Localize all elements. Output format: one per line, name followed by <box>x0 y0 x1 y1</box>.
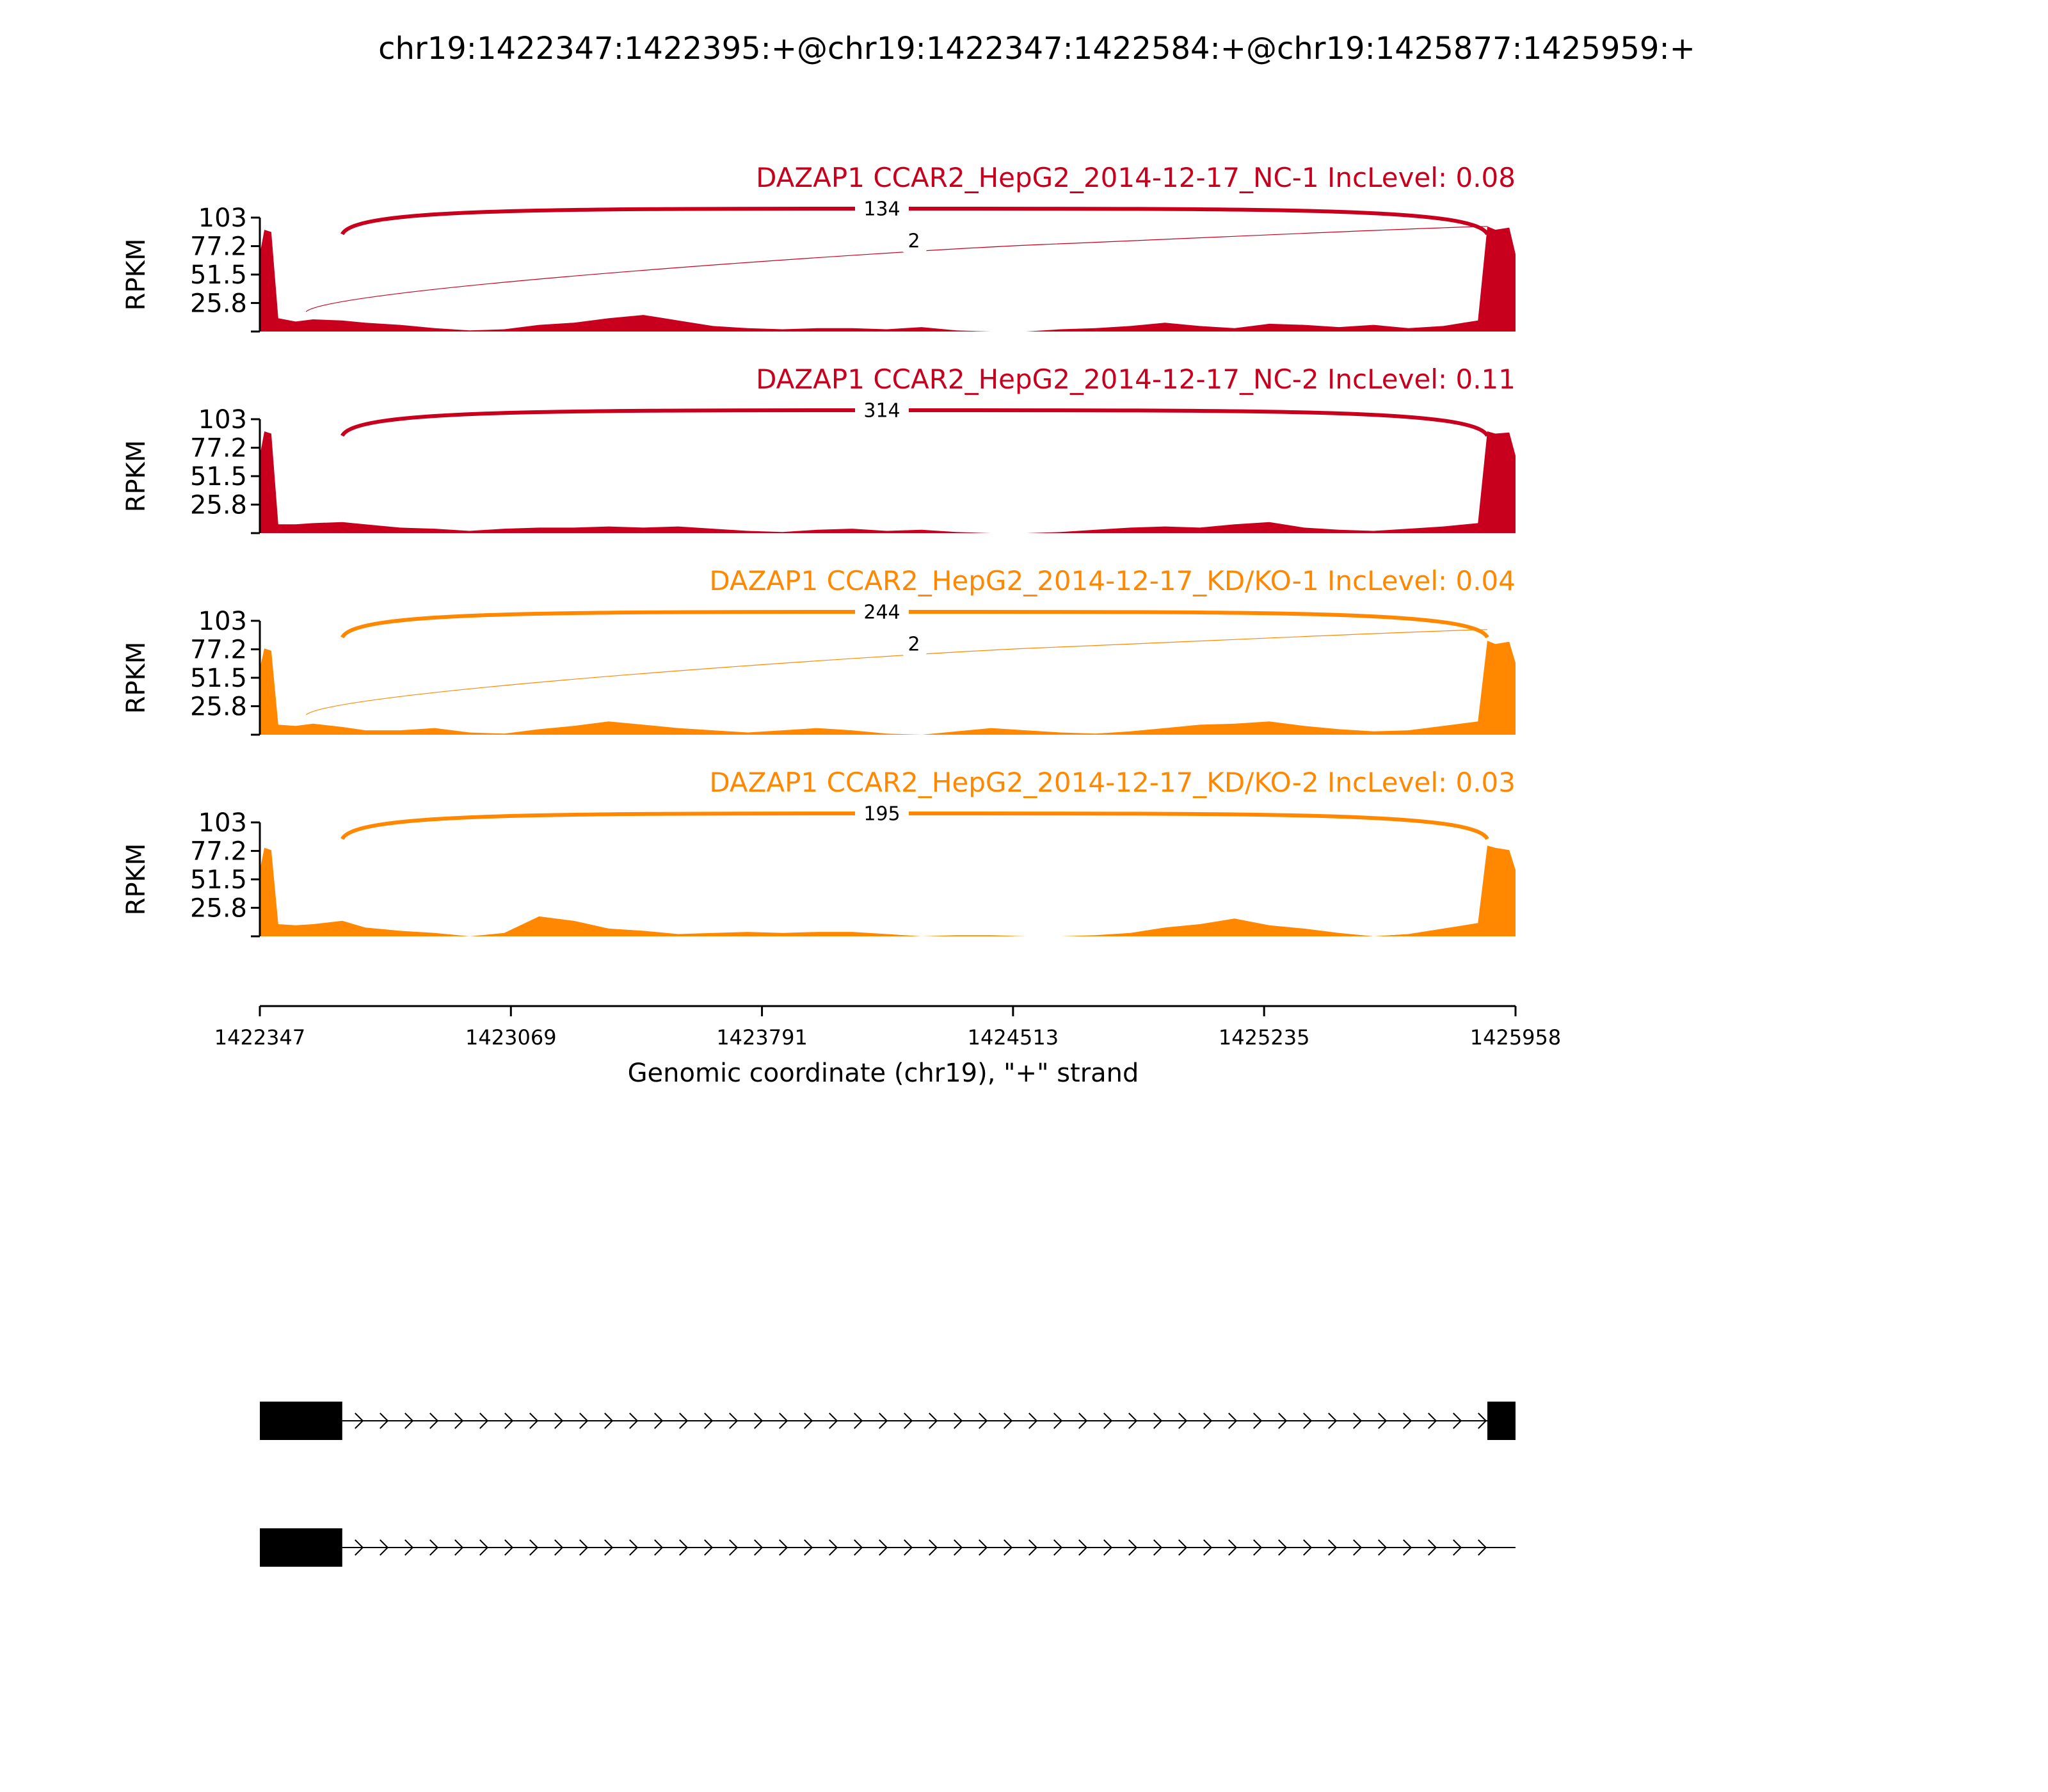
panel-title: DAZAP1 CCAR2_HepG2_2014-12-17_NC-1 IncLevel: 0.08 <box>756 162 1516 193</box>
y-axis-label: RPKM <box>122 238 151 311</box>
y-axis-label: RPKM <box>122 641 151 714</box>
x-tick-label: 1423791 <box>716 1025 808 1050</box>
coverage-area <box>260 641 1516 735</box>
y-axis-label: RPKM <box>122 843 151 916</box>
y-tick-label: 25.8 <box>189 289 247 319</box>
coverage-area <box>260 431 1516 533</box>
y-tick-label: 77.2 <box>189 635 247 665</box>
x-tick-label: 1424513 <box>967 1025 1059 1050</box>
exon-block <box>260 1402 342 1440</box>
x-tick-label: 1425235 <box>1218 1025 1310 1050</box>
y-tick-label: 51.5 <box>189 664 247 693</box>
y-tick-label: 25.8 <box>189 692 247 722</box>
isoform-model <box>260 1402 1516 1440</box>
coverage-area <box>260 227 1516 332</box>
panel-title: DAZAP1 CCAR2_HepG2_2014-12-17_NC-2 IncLevel: 0.11 <box>756 364 1516 395</box>
coverage-panels <box>122 162 1516 936</box>
chart-title: chr19:1422347:1422395:+@chr19:1422347:1422584:+@chr19:1425877:1425959:+ <box>378 31 1695 67</box>
isoform-track <box>260 1402 1516 1567</box>
junction-arc-minor <box>306 227 1487 312</box>
coverage-panel <box>122 767 1516 936</box>
y-tick-label: 103 <box>198 204 247 233</box>
y-tick-label: 51.5 <box>189 462 247 492</box>
exon-block <box>1487 1402 1516 1440</box>
exon-block <box>260 1528 342 1567</box>
junction-count-label: 244 <box>863 601 900 624</box>
junction-count-label: 314 <box>863 399 900 422</box>
isoform-model <box>260 1528 1516 1567</box>
junction-count-label: 2 <box>908 633 920 656</box>
panel-title: DAZAP1 CCAR2_HepG2_2014-12-17_KD/KO-2 IncLevel: 0.03 <box>709 767 1516 798</box>
junction-count-label: 134 <box>863 198 900 221</box>
coverage-area <box>260 845 1516 936</box>
junction-count-label: 2 <box>908 230 920 253</box>
y-tick-label: 51.5 <box>189 260 247 290</box>
junction-arc <box>342 813 1487 839</box>
y-axis-label: RPKM <box>122 440 151 513</box>
y-tick-label: 77.2 <box>189 232 247 262</box>
panel-title: DAZAP1 CCAR2_HepG2_2014-12-17_KD/KO-1 IncLevel: 0.04 <box>709 565 1516 596</box>
y-tick-label: 51.5 <box>189 865 247 895</box>
y-tick-label: 25.8 <box>189 893 247 924</box>
x-tick-label: 1425958 <box>1469 1025 1562 1050</box>
x-axis <box>214 1006 1562 1050</box>
x-axis-label: Genomic coordinate (chr19), "+" strand <box>627 1059 1139 1088</box>
y-tick-label: 103 <box>198 808 247 838</box>
x-tick-label: 1423069 <box>465 1025 557 1050</box>
coverage-panel <box>122 364 1516 533</box>
coverage-panel <box>122 162 1516 332</box>
y-tick-label: 103 <box>198 607 247 636</box>
coverage-panel <box>122 565 1516 735</box>
junction-arc-minor <box>306 630 1487 715</box>
y-tick-label: 103 <box>198 405 247 435</box>
junction-arc <box>342 410 1487 436</box>
y-tick-label: 77.2 <box>189 836 247 867</box>
y-tick-label: 77.2 <box>189 433 247 463</box>
junction-count-label: 195 <box>863 803 900 826</box>
y-tick-label: 25.8 <box>189 490 247 520</box>
x-tick-label: 1422347 <box>214 1025 306 1050</box>
